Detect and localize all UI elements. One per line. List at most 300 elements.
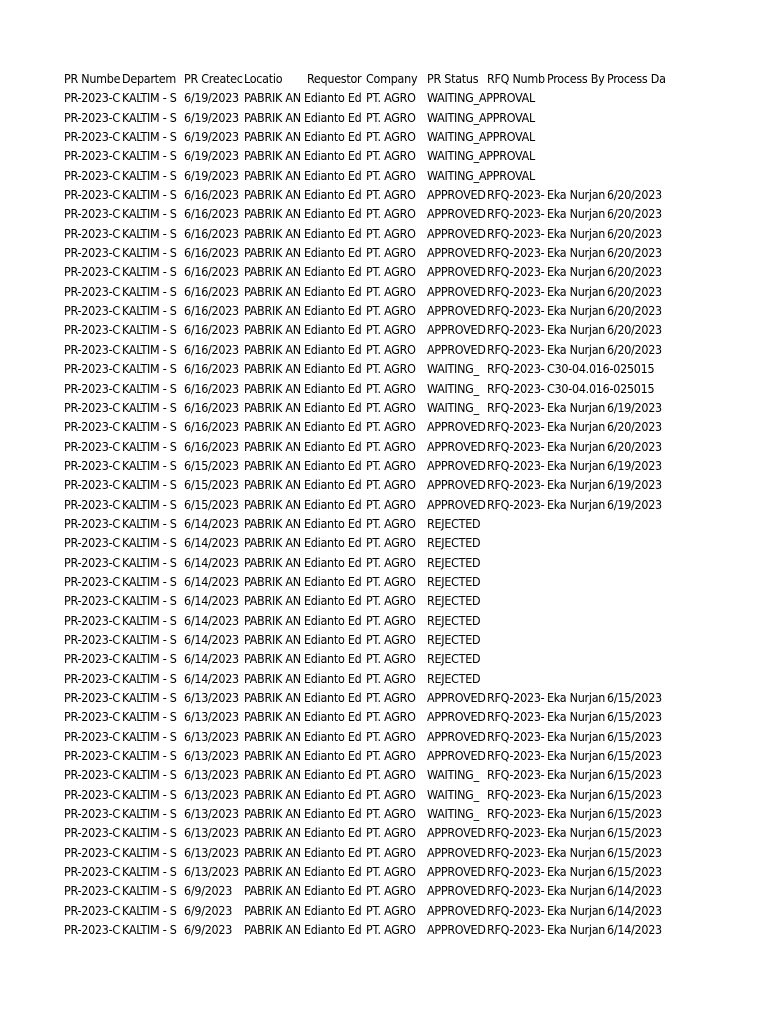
cell-location: PABRIK AN bbox=[244, 690, 301, 705]
table-row bbox=[64, 495, 684, 514]
cell-pr-created: 6/13/2023 bbox=[184, 767, 239, 783]
cell-department: KALTIM - S bbox=[122, 748, 177, 764]
cell-pr-created: 6/9/2023 bbox=[184, 883, 233, 899]
cell-location: PABRIK AN bbox=[244, 651, 301, 667]
cell-pr-status: REJECTED bbox=[427, 554, 481, 570]
cell-department: KALTIM - S bbox=[122, 631, 177, 647]
cell-pr-number: PR-2023-C bbox=[64, 225, 120, 241]
cell-pr-number: PR-2023-C bbox=[64, 109, 120, 125]
cell-process-by: Eka Nurjan bbox=[547, 922, 606, 938]
cell-pr-created: 6/16/2023 bbox=[184, 206, 239, 222]
table-row bbox=[64, 398, 684, 417]
table-row bbox=[64, 127, 684, 146]
cell-pr-created: 6/16/2023 bbox=[184, 380, 239, 396]
cell-pr-number: PR-2023-C bbox=[64, 206, 120, 222]
table-row bbox=[64, 475, 684, 494]
cell-requestor: Edianto Ed bbox=[304, 922, 362, 938]
cell-location: PABRIK AN bbox=[244, 612, 301, 628]
cell-requestor: Edianto Ed bbox=[304, 341, 362, 357]
cell-pr-status: APPROVED bbox=[427, 457, 486, 473]
cell-pr-created: 6/13/2023 bbox=[184, 864, 239, 880]
cell-location: PABRIK AN bbox=[244, 361, 301, 377]
cell-department: KALTIM - S bbox=[122, 90, 177, 106]
cell-location: PABRIK AN bbox=[244, 322, 301, 338]
cell-company: PT. AGRO bbox=[366, 825, 416, 841]
cell-department: KALTIM - S bbox=[122, 709, 177, 725]
cell-pr-number: PR-2023-C bbox=[64, 515, 120, 531]
cell-location: PABRIK AN bbox=[244, 148, 301, 164]
cell-location: PABRIK AN bbox=[244, 748, 301, 764]
cell-pr-number: PR-2023-C bbox=[64, 612, 120, 628]
cell-process-by: Eka Nurjan bbox=[547, 767, 606, 783]
cell-pr-status: APPROVED bbox=[427, 496, 486, 512]
cell-process-date: 6/20/2023 bbox=[607, 187, 662, 203]
cell-pr-status: APPROVED bbox=[427, 477, 486, 493]
table-row bbox=[64, 707, 684, 726]
cell-process-by: Eka Nurjan bbox=[547, 748, 606, 764]
cell-rfq-number: RFQ-2023- bbox=[487, 187, 545, 203]
cell-pr-number: PR-2023-C bbox=[64, 554, 120, 570]
cell-process-date: 6/20/2023 bbox=[607, 283, 662, 299]
cell-rfq-number bbox=[487, 630, 547, 649]
cell-pr-number: PR-2023-C bbox=[64, 438, 120, 454]
cell-pr-created: 6/13/2023 bbox=[184, 709, 239, 725]
cell-pr-status: REJECTED bbox=[427, 651, 481, 667]
cell-pr-number: PR-2023-C bbox=[64, 187, 120, 203]
cell-location: PABRIK AN bbox=[244, 90, 301, 106]
cell-department: KALTIM - S bbox=[122, 786, 177, 802]
cell-rfq-number: RFQ-2023- bbox=[487, 341, 545, 357]
cell-requestor: Edianto Ed bbox=[304, 264, 362, 280]
cell-location: PABRIK AN bbox=[244, 883, 301, 899]
cell-company: PT. AGRO bbox=[366, 206, 416, 222]
cell-process-by: Eka Nurjan bbox=[547, 496, 606, 512]
cell-rfq-number: RFQ-2023- bbox=[487, 902, 545, 918]
cell-process-date: 6/20/2023 bbox=[607, 225, 662, 241]
cell-department: KALTIM - S bbox=[122, 341, 177, 357]
cell-pr-status: REJECTED bbox=[427, 535, 481, 551]
cell-requestor: Edianto Ed bbox=[304, 303, 362, 319]
cell-requestor: Edianto Ed bbox=[304, 902, 362, 918]
cell-process-by bbox=[547, 88, 607, 107]
cell-location: PABRIK AN bbox=[244, 631, 301, 647]
cell-requestor: Edianto Ed bbox=[304, 709, 362, 725]
cell-rfq-number bbox=[487, 108, 547, 127]
cell-pr-created: 6/13/2023 bbox=[184, 690, 239, 705]
cell-rfq-number: RFQ-2023- bbox=[487, 748, 545, 764]
cell-requestor: Edianto Ed bbox=[304, 651, 362, 667]
cell-company: PT. AGRO bbox=[366, 187, 416, 203]
cell-pr-created: 6/15/2023 bbox=[184, 457, 239, 473]
cell-location: PABRIK AN bbox=[244, 728, 301, 744]
cell-process-date: 6/15/2023 bbox=[607, 690, 662, 705]
cell-process-by: Eka Nurjan bbox=[547, 225, 606, 241]
cell-pr-number: PR-2023-C bbox=[64, 709, 120, 725]
cell-requestor: Edianto Ed bbox=[304, 245, 362, 261]
cell-pr-created: 6/13/2023 bbox=[184, 806, 239, 822]
cell-process-by: Eka Nurjan bbox=[547, 902, 606, 918]
cell-company: PT. AGRO bbox=[366, 612, 416, 628]
cell-location: PABRIK AN bbox=[244, 264, 301, 280]
cell-rfq-number: RFQ-2023- bbox=[487, 709, 545, 725]
cell-rfq-number bbox=[487, 649, 547, 668]
cell-process-date: 6/15/2023 bbox=[607, 728, 662, 744]
cell-company: PT. AGRO bbox=[366, 728, 416, 744]
cell-process-date: 6/20/2023 bbox=[607, 303, 662, 319]
cell-company: PT. AGRO bbox=[366, 225, 416, 241]
cell-rfq-number bbox=[487, 514, 547, 533]
cell-location: PABRIK AN bbox=[244, 825, 301, 841]
cell-requestor: Edianto Ed bbox=[304, 748, 362, 764]
cell-pr-created: 6/16/2023 bbox=[184, 341, 239, 357]
cell-pr-created: 6/19/2023 bbox=[184, 148, 239, 164]
cell-process-by: Eka Nurjan bbox=[547, 477, 606, 493]
cell-pr-created: 6/14/2023 bbox=[184, 593, 239, 609]
cell-pr-created: 6/19/2023 bbox=[184, 167, 239, 183]
cell-location: PABRIK AN bbox=[244, 225, 301, 241]
cell-pr-status: APPROVED bbox=[427, 264, 486, 280]
table-row bbox=[64, 649, 684, 668]
cell-location: PABRIK AN bbox=[244, 245, 301, 261]
table-row bbox=[64, 456, 684, 475]
cell-process-by: Eka Nurjan bbox=[547, 457, 606, 473]
table-row bbox=[64, 688, 684, 707]
cell-process-date: 6/19/2023 bbox=[607, 477, 662, 493]
cell-company: PT. AGRO bbox=[366, 709, 416, 725]
cell-process-by: Eka Nurjan bbox=[547, 206, 606, 222]
table-row bbox=[64, 359, 684, 378]
cell-pr-number: PR-2023-C bbox=[64, 748, 120, 764]
cell-process-by: Eka Nurjan bbox=[547, 399, 606, 415]
cell-process-by bbox=[547, 611, 607, 630]
cell-process-by bbox=[547, 127, 607, 146]
cell-pr-status: WAITING_APPROVAL bbox=[427, 167, 535, 183]
cell-rfq-number: RFQ-2023- bbox=[487, 206, 545, 222]
cell-pr-number: PR-2023-C bbox=[64, 399, 120, 415]
cell-department: KALTIM - S bbox=[122, 573, 177, 589]
cell-location: PABRIK AN bbox=[244, 283, 301, 299]
cell-pr-status: REJECTED bbox=[427, 593, 481, 609]
table-row bbox=[64, 146, 684, 165]
cell-pr-created: 6/16/2023 bbox=[184, 225, 239, 241]
cell-rfq-number: RFQ-2023- bbox=[487, 283, 545, 299]
cell-process-date: 6/20/2023 bbox=[607, 264, 662, 280]
cell-process-date bbox=[607, 591, 670, 610]
cell-location: PABRIK AN bbox=[244, 457, 301, 473]
cell-department: KALTIM - S bbox=[122, 864, 177, 880]
cell-pr-created: 6/16/2023 bbox=[184, 322, 239, 338]
table-row bbox=[64, 301, 684, 320]
cell-pr-status: APPROVED bbox=[427, 225, 486, 241]
header-requestor: Requestor bbox=[307, 71, 362, 86]
cell-department: KALTIM - S bbox=[122, 477, 177, 493]
cell-pr-status: REJECTED bbox=[427, 612, 481, 628]
cell-location: PABRIK AN bbox=[244, 844, 301, 860]
table-row bbox=[64, 785, 684, 804]
cell-department: KALTIM - S bbox=[122, 361, 177, 377]
cell-company: PT. AGRO bbox=[366, 573, 416, 589]
cell-department: KALTIM - S bbox=[122, 612, 177, 628]
cell-process-date: 6/14/2023 bbox=[607, 922, 662, 938]
cell-location: PABRIK AN bbox=[244, 554, 301, 570]
cell-pr-number: PR-2023-C bbox=[64, 419, 120, 435]
cell-rfq-number: RFQ-2023- bbox=[487, 225, 545, 241]
cell-pr-status: WAITING_ bbox=[427, 786, 479, 802]
cell-process-date bbox=[607, 88, 670, 107]
cell-process-by: Eka Nurjan bbox=[547, 245, 606, 261]
cell-department: KALTIM - S bbox=[122, 264, 177, 280]
header-location: Locatio bbox=[244, 71, 283, 86]
cell-company: PT. AGRO bbox=[366, 283, 416, 299]
header-pr-created: PR Createc bbox=[184, 71, 243, 86]
cell-pr-number: PR-2023-C bbox=[64, 496, 120, 512]
cell-company: PT. AGRO bbox=[366, 380, 416, 396]
cell-process-by: Eka Nurjan bbox=[547, 283, 606, 299]
header-process-date: Process Da bbox=[607, 71, 666, 86]
cell-process-by: Eka Nurjan bbox=[547, 864, 606, 880]
table-row bbox=[64, 920, 684, 939]
cell-company: PT. AGRO bbox=[366, 883, 416, 899]
cell-pr-created: 6/16/2023 bbox=[184, 264, 239, 280]
header-department: Departem bbox=[122, 71, 177, 86]
cell-process-date bbox=[607, 108, 670, 127]
cell-department: KALTIM - S bbox=[122, 109, 177, 125]
cell-process-date: 6/20/2023 bbox=[607, 245, 662, 261]
table-row bbox=[64, 862, 684, 881]
cell-process-date: 6/20/2023 bbox=[607, 206, 662, 222]
header-pr-status: PR Status bbox=[427, 71, 479, 86]
cell-department: KALTIM - S bbox=[122, 535, 177, 551]
cell-location: PABRIK AN bbox=[244, 206, 301, 222]
cell-rfq-number bbox=[487, 166, 547, 185]
cell-pr-number: PR-2023-C bbox=[64, 651, 120, 667]
cell-rfq-number: RFQ-2023- bbox=[487, 438, 545, 454]
cell-requestor: Edianto Ed bbox=[304, 786, 362, 802]
cell-pr-number: PR-2023-C bbox=[64, 728, 120, 744]
cell-pr-number: PR-2023-C bbox=[64, 167, 120, 183]
table-row bbox=[64, 727, 684, 746]
cell-pr-status: WAITING_APPROVAL bbox=[427, 129, 535, 145]
cell-company: PT. AGRO bbox=[366, 129, 416, 145]
cell-process-by: Eka Nurjan bbox=[547, 728, 606, 744]
cell-location: PABRIK AN bbox=[244, 767, 301, 783]
cell-requestor: Edianto Ed bbox=[304, 690, 362, 705]
cell-pr-status: APPROVED bbox=[427, 825, 486, 841]
cell-process-by: Eka Nurjan bbox=[547, 322, 606, 338]
cell-rfq-number: RFQ-2023- bbox=[487, 767, 545, 783]
cell-process-date: 6/15/2023 bbox=[607, 748, 662, 764]
cell-location: PABRIK AN bbox=[244, 593, 301, 609]
cell-process-date bbox=[607, 359, 670, 378]
cell-pr-number: PR-2023-C bbox=[64, 690, 120, 705]
cell-pr-number: PR-2023-C bbox=[64, 129, 120, 145]
cell-company: PT. AGRO bbox=[366, 786, 416, 802]
cell-rfq-number: RFQ-2023- bbox=[487, 457, 545, 473]
table-row bbox=[64, 823, 684, 842]
table-row bbox=[64, 340, 684, 359]
cell-pr-created: 6/13/2023 bbox=[184, 844, 239, 860]
table-row bbox=[64, 572, 684, 591]
cell-process-date: 6/14/2023 bbox=[607, 883, 662, 899]
cell-requestor: Edianto Ed bbox=[304, 380, 362, 396]
cell-department: KALTIM - S bbox=[122, 245, 177, 261]
cell-process-date bbox=[607, 533, 670, 552]
cell-process-date bbox=[607, 649, 670, 668]
cell-department: KALTIM - S bbox=[122, 767, 177, 783]
cell-company: PT. AGRO bbox=[366, 303, 416, 319]
cell-pr-created: 6/14/2023 bbox=[184, 631, 239, 647]
cell-process-by: Eka Nurjan bbox=[547, 806, 606, 822]
table-row bbox=[64, 108, 684, 127]
cell-department: KALTIM - S bbox=[122, 883, 177, 899]
cell-process-date bbox=[607, 669, 670, 688]
cell-process-date bbox=[607, 127, 670, 146]
cell-company: PT. AGRO bbox=[366, 651, 416, 667]
cell-process-date: 6/19/2023 bbox=[607, 457, 662, 473]
spreadsheet bbox=[64, 69, 684, 939]
cell-company: PT. AGRO bbox=[366, 148, 416, 164]
cell-pr-status: APPROVED bbox=[427, 864, 486, 880]
table-row bbox=[64, 204, 684, 223]
cell-process-by bbox=[547, 146, 607, 165]
cell-department: KALTIM - S bbox=[122, 457, 177, 473]
cell-rfq-number: RFQ-2023- bbox=[487, 844, 545, 860]
cell-location: PABRIK AN bbox=[244, 573, 301, 589]
cell-rfq-number: RFQ-2023- bbox=[487, 690, 545, 705]
cell-requestor: Edianto Ed bbox=[304, 457, 362, 473]
cell-department: KALTIM - S bbox=[122, 651, 177, 667]
cell-rfq-number: RFQ-2023- bbox=[487, 477, 545, 493]
cell-department: KALTIM - S bbox=[122, 225, 177, 241]
cell-requestor: Edianto Ed bbox=[304, 593, 362, 609]
table-row bbox=[64, 843, 684, 862]
cell-pr-status: APPROVED bbox=[427, 322, 486, 338]
cell-location: PABRIK AN bbox=[244, 496, 301, 512]
cell-department: KALTIM - S bbox=[122, 167, 177, 183]
cell-process-by bbox=[547, 572, 607, 591]
cell-process-by: Eka Nurjan bbox=[547, 709, 606, 725]
cell-process-date bbox=[607, 553, 670, 572]
cell-location: PABRIK AN bbox=[244, 129, 301, 145]
cell-rfq-number: RFQ-2023- bbox=[487, 825, 545, 841]
cell-process-date: 6/20/2023 bbox=[607, 438, 662, 454]
cell-process-by bbox=[547, 108, 607, 127]
cell-requestor: Edianto Ed bbox=[304, 361, 362, 377]
cell-pr-number: PR-2023-C bbox=[64, 90, 120, 106]
cell-requestor: Edianto Ed bbox=[304, 825, 362, 841]
cell-rfq-number: RFQ-2023- bbox=[487, 496, 545, 512]
cell-rfq-number: RFQ-2023- bbox=[487, 322, 545, 338]
cell-pr-status: APPROVED bbox=[427, 206, 486, 222]
cell-pr-status: REJECTED bbox=[427, 670, 481, 686]
cell-process-by bbox=[547, 514, 607, 533]
cell-pr-created: 6/16/2023 bbox=[184, 361, 239, 377]
cell-location: PABRIK AN bbox=[244, 477, 301, 493]
cell-pr-number: PR-2023-C bbox=[64, 535, 120, 551]
cell-process-date: 6/15/2023 bbox=[607, 767, 662, 783]
cell-location: PABRIK AN bbox=[244, 786, 301, 802]
cell-rfq-number: RFQ-2023- bbox=[487, 361, 545, 377]
cell-pr-number: PR-2023-C bbox=[64, 148, 120, 164]
cell-process-date bbox=[607, 572, 670, 591]
cell-company: PT. AGRO bbox=[366, 748, 416, 764]
cell-pr-status: REJECTED bbox=[427, 573, 481, 589]
cell-pr-created: 6/19/2023 bbox=[184, 129, 239, 145]
cell-requestor: Edianto Ed bbox=[304, 806, 362, 822]
cell-pr-created: 6/14/2023 bbox=[184, 670, 239, 686]
cell-department: KALTIM - S bbox=[122, 515, 177, 531]
cell-pr-status: REJECTED bbox=[427, 515, 481, 531]
cell-requestor: Edianto Ed bbox=[304, 728, 362, 744]
cell-rfq-number: RFQ-2023- bbox=[487, 806, 545, 822]
cell-rfq-number: RFQ-2023- bbox=[487, 264, 545, 280]
cell-department: KALTIM - S bbox=[122, 728, 177, 744]
cell-rfq-number: RFQ-2023- bbox=[487, 303, 545, 319]
cell-location: PABRIK AN bbox=[244, 806, 301, 822]
cell-rfq-number: RFQ-2023- bbox=[487, 399, 545, 415]
cell-pr-created: 6/16/2023 bbox=[184, 187, 239, 203]
cell-location: PABRIK AN bbox=[244, 380, 301, 396]
table-row bbox=[64, 262, 684, 281]
cell-pr-status: APPROVED bbox=[427, 245, 486, 261]
table-row bbox=[64, 669, 684, 688]
cell-process-by bbox=[547, 553, 607, 572]
cell-pr-number: PR-2023-C bbox=[64, 245, 120, 261]
cell-pr-status: APPROVED bbox=[427, 844, 486, 860]
cell-department: KALTIM - S bbox=[122, 690, 177, 705]
cell-process-date bbox=[607, 611, 670, 630]
cell-pr-status: APPROVED bbox=[427, 438, 486, 454]
cell-pr-status: APPROVED bbox=[427, 283, 486, 299]
cell-pr-number: PR-2023-C bbox=[64, 631, 120, 647]
cell-process-date: 6/20/2023 bbox=[607, 419, 662, 435]
cell-company: PT. AGRO bbox=[366, 767, 416, 783]
cell-pr-created: 6/16/2023 bbox=[184, 419, 239, 435]
cell-company: PT. AGRO bbox=[366, 477, 416, 493]
cell-rfq-number: RFQ-2023- bbox=[487, 380, 545, 396]
header-company: Company bbox=[366, 71, 418, 86]
table-row bbox=[64, 901, 684, 920]
cell-requestor: Edianto Ed bbox=[304, 670, 362, 686]
cell-location: PABRIK AN bbox=[244, 187, 301, 203]
cell-company: PT. AGRO bbox=[366, 690, 416, 705]
cell-company: PT. AGRO bbox=[366, 593, 416, 609]
cell-pr-created: 6/13/2023 bbox=[184, 748, 239, 764]
cell-pr-status: APPROVED bbox=[427, 709, 486, 725]
cell-process-by: Eka Nurjan bbox=[547, 419, 606, 435]
cell-company: PT. AGRO bbox=[366, 322, 416, 338]
cell-process-date: 6/15/2023 bbox=[607, 786, 662, 802]
cell-company: PT. AGRO bbox=[366, 806, 416, 822]
cell-pr-number: PR-2023-C bbox=[64, 670, 120, 686]
cell-pr-created: 6/13/2023 bbox=[184, 825, 239, 841]
cell-pr-number: PR-2023-C bbox=[64, 806, 120, 822]
cell-process-by: C30-04.016-025015 bbox=[547, 380, 655, 396]
cell-requestor: Edianto Ed bbox=[304, 477, 362, 493]
table-row bbox=[64, 630, 684, 649]
cell-pr-created: 6/14/2023 bbox=[184, 612, 239, 628]
cell-process-date: 6/20/2023 bbox=[607, 322, 662, 338]
cell-rfq-number bbox=[487, 88, 547, 107]
cell-company: PT. AGRO bbox=[366, 264, 416, 280]
cell-process-by: Eka Nurjan bbox=[547, 264, 606, 280]
cell-requestor: Edianto Ed bbox=[304, 129, 362, 145]
header-process-by: Process By bbox=[547, 71, 605, 86]
cell-pr-created: 6/13/2023 bbox=[184, 728, 239, 744]
table-row bbox=[64, 804, 684, 823]
table-row bbox=[64, 282, 684, 301]
cell-process-date: 6/14/2023 bbox=[607, 902, 662, 918]
